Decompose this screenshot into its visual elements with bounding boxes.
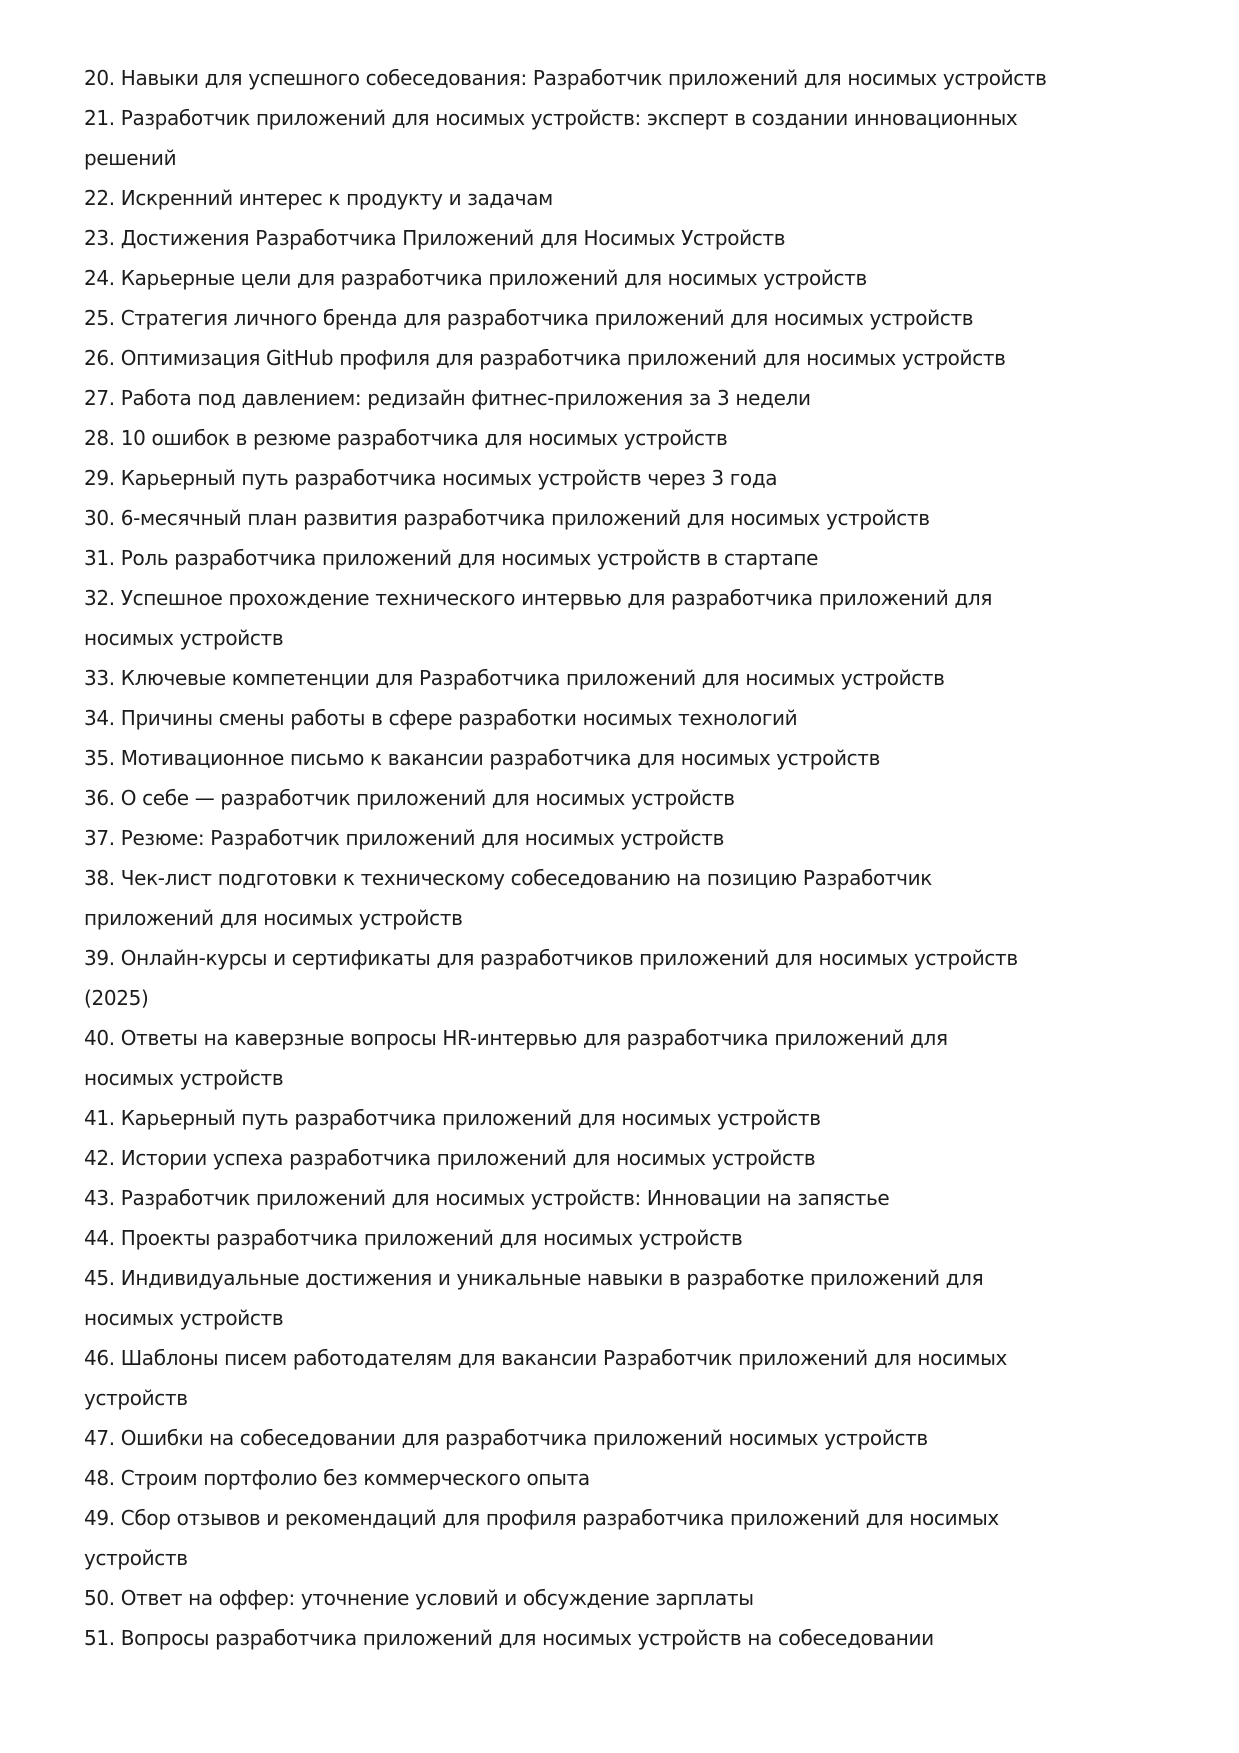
numbered-list [84,58,1194,1658]
list-item [84,1578,1194,1618]
list-item [84,1258,1194,1338]
list-item [84,538,1194,578]
list-item-title: 20. Навыки для успешного собеседования: Разработчик приложений для носимых устройств [84,66,1047,90]
list-item-title: 29. Карьерный путь разработчика носимых устройств через 3 года [84,466,778,490]
list-item-title-continuation: носимых устройств [84,1066,284,1090]
list-item [84,1418,1194,1458]
list-item-title: 22. Искренний интерес к продукту и задачам [84,186,553,210]
list-item [84,338,1194,378]
list-item-title: 42. Истории успеха разработчика приложений для носимых устройств [84,1146,816,1170]
list-item [84,1018,1194,1098]
list-item-title: 28. 10 ошибок в резюме разработчика для носимых устройств [84,426,728,450]
list-item [84,658,1194,698]
list-item-title-continuation: носимых устройств [84,1306,284,1330]
list-item [84,1498,1194,1578]
list-item-title: 24. Карьерные цели для разработчика приложений для носимых устройств [84,266,867,290]
list-item-title: 49. Сбор отзывов и рекомендаций для профиля разработчика приложений для носимых [84,1506,999,1530]
list-item [84,698,1194,738]
list-item [84,258,1194,298]
list-item-title-continuation: решений [84,146,177,170]
list-item [84,298,1194,338]
list-item [84,1098,1194,1138]
list-item [84,1138,1194,1178]
list-item-title-continuation: (2025) [84,986,149,1010]
list-item-title: 51. Вопросы разработчика приложений для носимых устройств на собеседовании [84,1626,934,1650]
list-item-title: 23. Достижения Разработчика Приложений для Носимых Устройств [84,226,786,250]
list-item-title: 36. О себе — разработчик приложений для носимых устройств [84,786,735,810]
list-item-title: 40. Ответы на каверзные вопросы HR-интервью для разработчика приложений для [84,1026,948,1050]
list-item [84,578,1194,658]
list-item [84,1178,1194,1218]
list-item-title: 27. Работа под давлением: редизайн фитнес-приложения за 3 недели [84,386,811,410]
list-item [84,938,1194,1018]
list-item-title: 37. Резюме: Разработчик приложений для носимых устройств [84,826,725,850]
list-item [84,1218,1194,1258]
list-item [84,98,1194,178]
list-item [84,378,1194,418]
list-item [84,218,1194,258]
list-item [84,738,1194,778]
list-item-title: 50. Ответ на оффер: уточнение условий и обсуждение зарплаты [84,1586,754,1610]
list-item-title: 32. Успешное прохождение технического интервью для разработчика приложений для [84,586,993,610]
list-item-title-continuation: устройств [84,1546,188,1570]
list-item-title-continuation: устройств [84,1386,188,1410]
list-item [84,778,1194,818]
list-item-title: 25. Стратегия личного бренда для разработчика приложений для носимых устройств [84,306,974,330]
list-item-title: 43. Разработчик приложений для носимых устройств: Инновации на запястье [84,1186,890,1210]
list-item-title: 35. Мотивационное письмо к вакансии разработчика для носимых устройств [84,746,881,770]
list-item [84,458,1194,498]
list-item-title: 48. Строим портфолио без коммерческого опыта [84,1466,590,1490]
list-item-title: 44. Проекты разработчика приложений для носимых устройств [84,1226,743,1250]
list-item-title-continuation: приложений для носимых устройств [84,906,463,930]
list-item [84,418,1194,458]
list-item-title: 45. Индивидуальные достижения и уникальные навыки в разработке приложений для [84,1266,984,1290]
list-item-title: 46. Шаблоны писем работодателям для вакансии Разработчик приложений для носимых [84,1346,1008,1370]
list-item [84,58,1194,98]
list-item-title-continuation: носимых устройств [84,626,284,650]
list-item-title: 30. 6-месячный план развития разработчика приложений для носимых устройств [84,506,930,530]
list-item-title: 47. Ошибки на собеседовании для разработчика приложений носимых устройств [84,1426,928,1450]
list-item [84,1338,1194,1418]
list-item-title: 26. Оптимизация GitHub профиля для разработчика приложений для носимых устройств [84,346,1006,370]
list-item-title: 39. Онлайн-курсы и сертификаты для разработчиков приложений для носимых устройств [84,946,1018,970]
list-item [84,1458,1194,1498]
list-item-title: 31. Роль разработчика приложений для носимых устройств в стартапе [84,546,819,570]
list-item-title: 33. Ключевые компетенции для Разработчика приложений для носимых устройств [84,666,945,690]
list-item [84,498,1194,538]
list-item [84,178,1194,218]
list-item [84,818,1194,858]
list-item [84,858,1194,938]
list-item-title: 21. Разработчик приложений для носимых устройств: эксперт в создании инновационных [84,106,1018,130]
list-item [84,1618,1194,1658]
list-item-title: 34. Причины смены работы в сфере разработки носимых технологий [84,706,798,730]
list-item-title: 41. Карьерный путь разработчика приложений для носимых устройств [84,1106,821,1130]
list-item-title: 38. Чек-лист подготовки к техническому собеседованию на позицию Разработчик [84,866,933,890]
